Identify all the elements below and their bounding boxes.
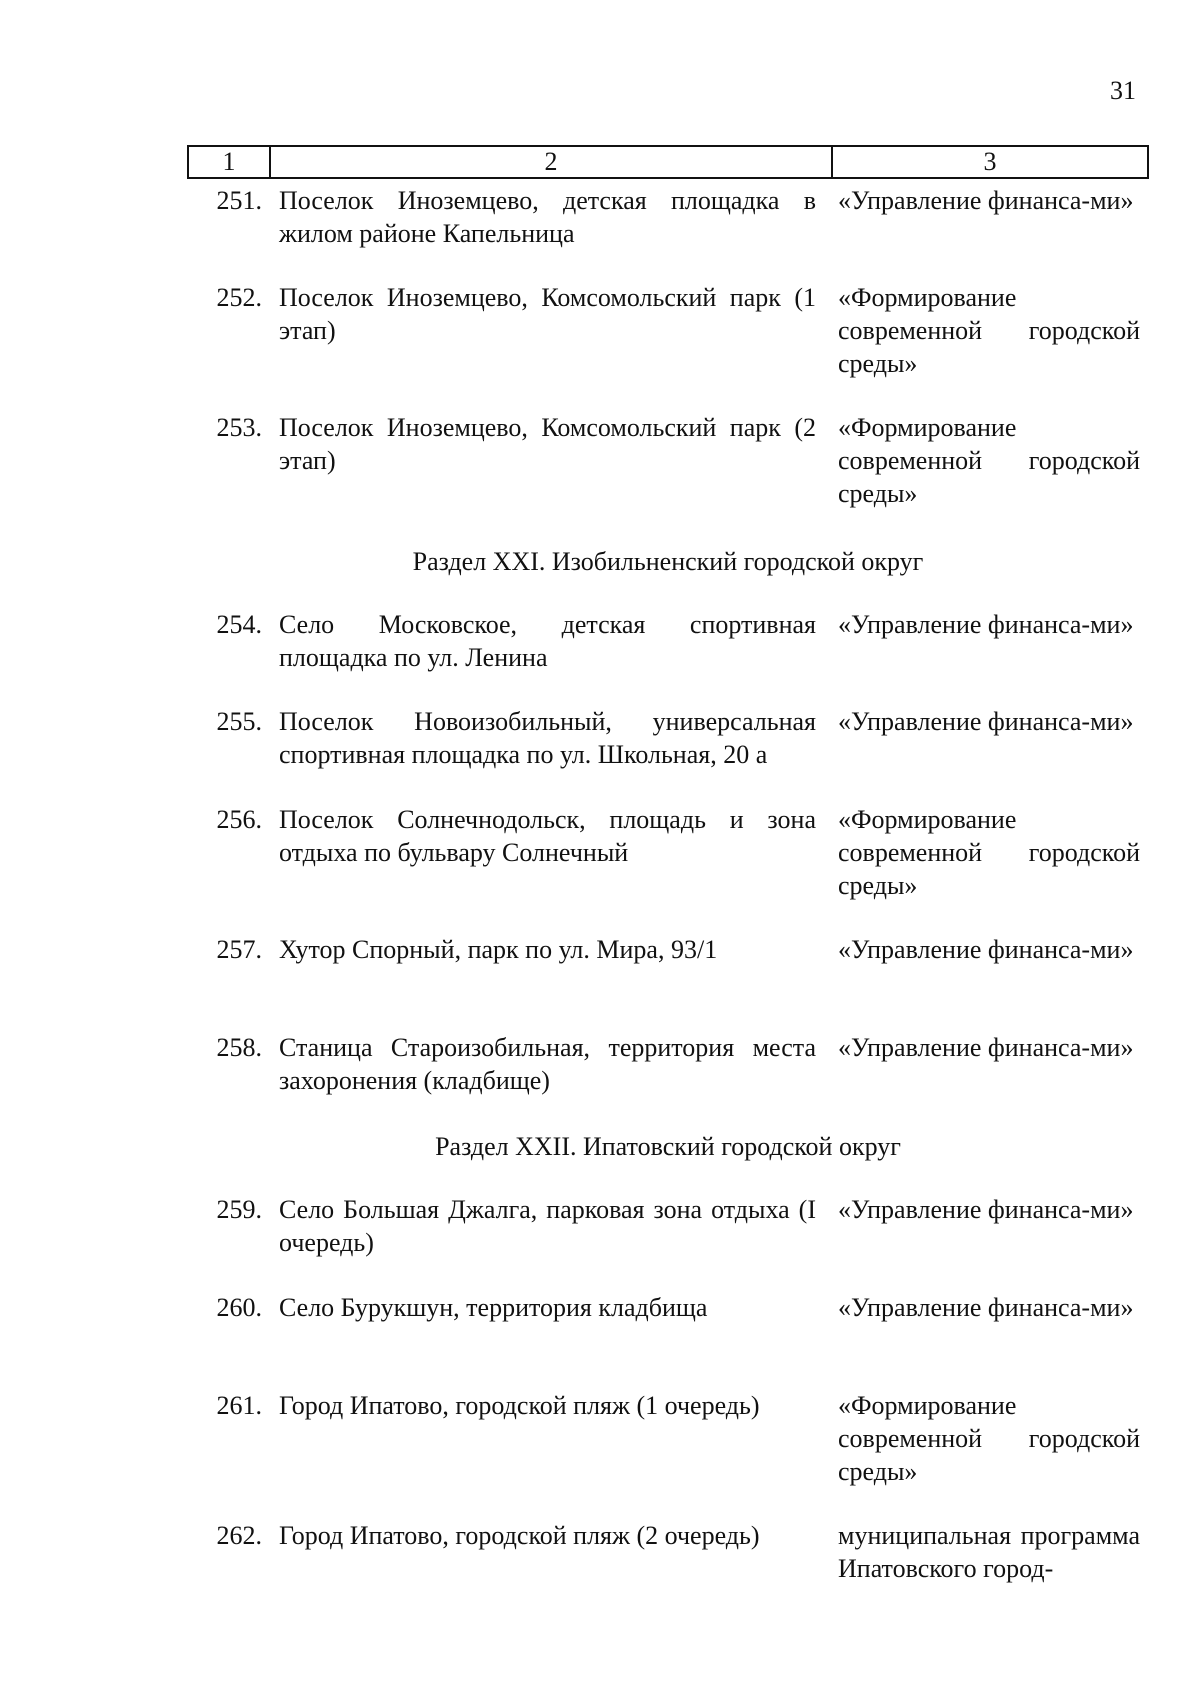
row-program: «Управление финанса-ми» (838, 1033, 1134, 1062)
header-col-1: 1 (189, 147, 271, 177)
row-description: Поселок Новоизобильный, универсальная спортивная площадка по ул. Школьная, 20 а (279, 707, 816, 769)
row-number: 262. (216, 1521, 262, 1550)
row-program: «Управление финанса-ми» (838, 1195, 1134, 1224)
table-header (187, 145, 1149, 179)
section-heading: Раздел XXI. Изобильненский городской округ (412, 547, 924, 576)
row-description: Станица Староизобильная, территория места захоронения (кладбище) (279, 1033, 816, 1095)
section-heading: Раздел XXII. Ипатовский городской округ (435, 1132, 901, 1161)
row-description: Поселок Иноземцево, Комсомольский парк (1 этап) (279, 283, 816, 345)
row-description: Поселок Солнечнодольск, площадь и зона отдыха по бульвару Солнечный (279, 805, 816, 867)
header-col-3: 3 (983, 147, 997, 176)
row-number: 257. (216, 935, 262, 964)
row-description: Село Московское, детская спортивная площадка по ул. Ленина (279, 610, 816, 672)
row-program: «Управление финанса-ми» (838, 610, 1134, 639)
row-description: Село Большая Джалга, парковая зона отдыха (I очередь) (279, 1195, 816, 1257)
row-description: Город Ипатово, городской пляж (2 очередь) (279, 1521, 760, 1550)
page-number: 31 (1110, 76, 1136, 105)
row-number: 255. (216, 707, 262, 736)
row-description: Поселок Иноземцево, Комсомольский парк (2 этап) (279, 413, 816, 475)
row-number: 253. (216, 413, 262, 442)
row-number: 252. (216, 283, 262, 312)
row-program: «Формирование современной городской среды» (838, 413, 1140, 508)
row-description: Хутор Спорный, парк по ул. Мира, 93/1 (279, 935, 718, 964)
row-description: Город Ипатово, городской пляж (1 очередь) (279, 1391, 760, 1420)
row-program: «Формирование современной городской среды» (838, 283, 1140, 378)
row-program: «Управление финанса-ми» (838, 186, 1134, 215)
row-program: «Формирование современной городской среды» (838, 805, 1140, 900)
row-number: 251. (216, 186, 262, 215)
row-number: 254. (216, 610, 262, 639)
row-number: 258. (216, 1033, 262, 1062)
row-number: 259. (216, 1195, 262, 1224)
row-program: «Управление финанса-ми» (838, 1293, 1134, 1322)
row-program: «Управление финанса-ми» (838, 707, 1134, 736)
row-program: «Формирование современной городской среды» (838, 1391, 1140, 1486)
row-description: Поселок Иноземцево, детская площадка в жилом районе Капельница (279, 186, 816, 248)
row-program: «Управление финанса-ми» (838, 935, 1134, 964)
row-description: Село Бурукшун, территория кладбища (279, 1293, 708, 1322)
row-program: муниципальная программа Ипатовского город- (838, 1521, 1140, 1583)
header-col-2: 2 (271, 147, 833, 177)
row-number: 256. (216, 805, 262, 834)
row-number: 261. (216, 1391, 262, 1420)
row-number: 260. (216, 1293, 262, 1322)
